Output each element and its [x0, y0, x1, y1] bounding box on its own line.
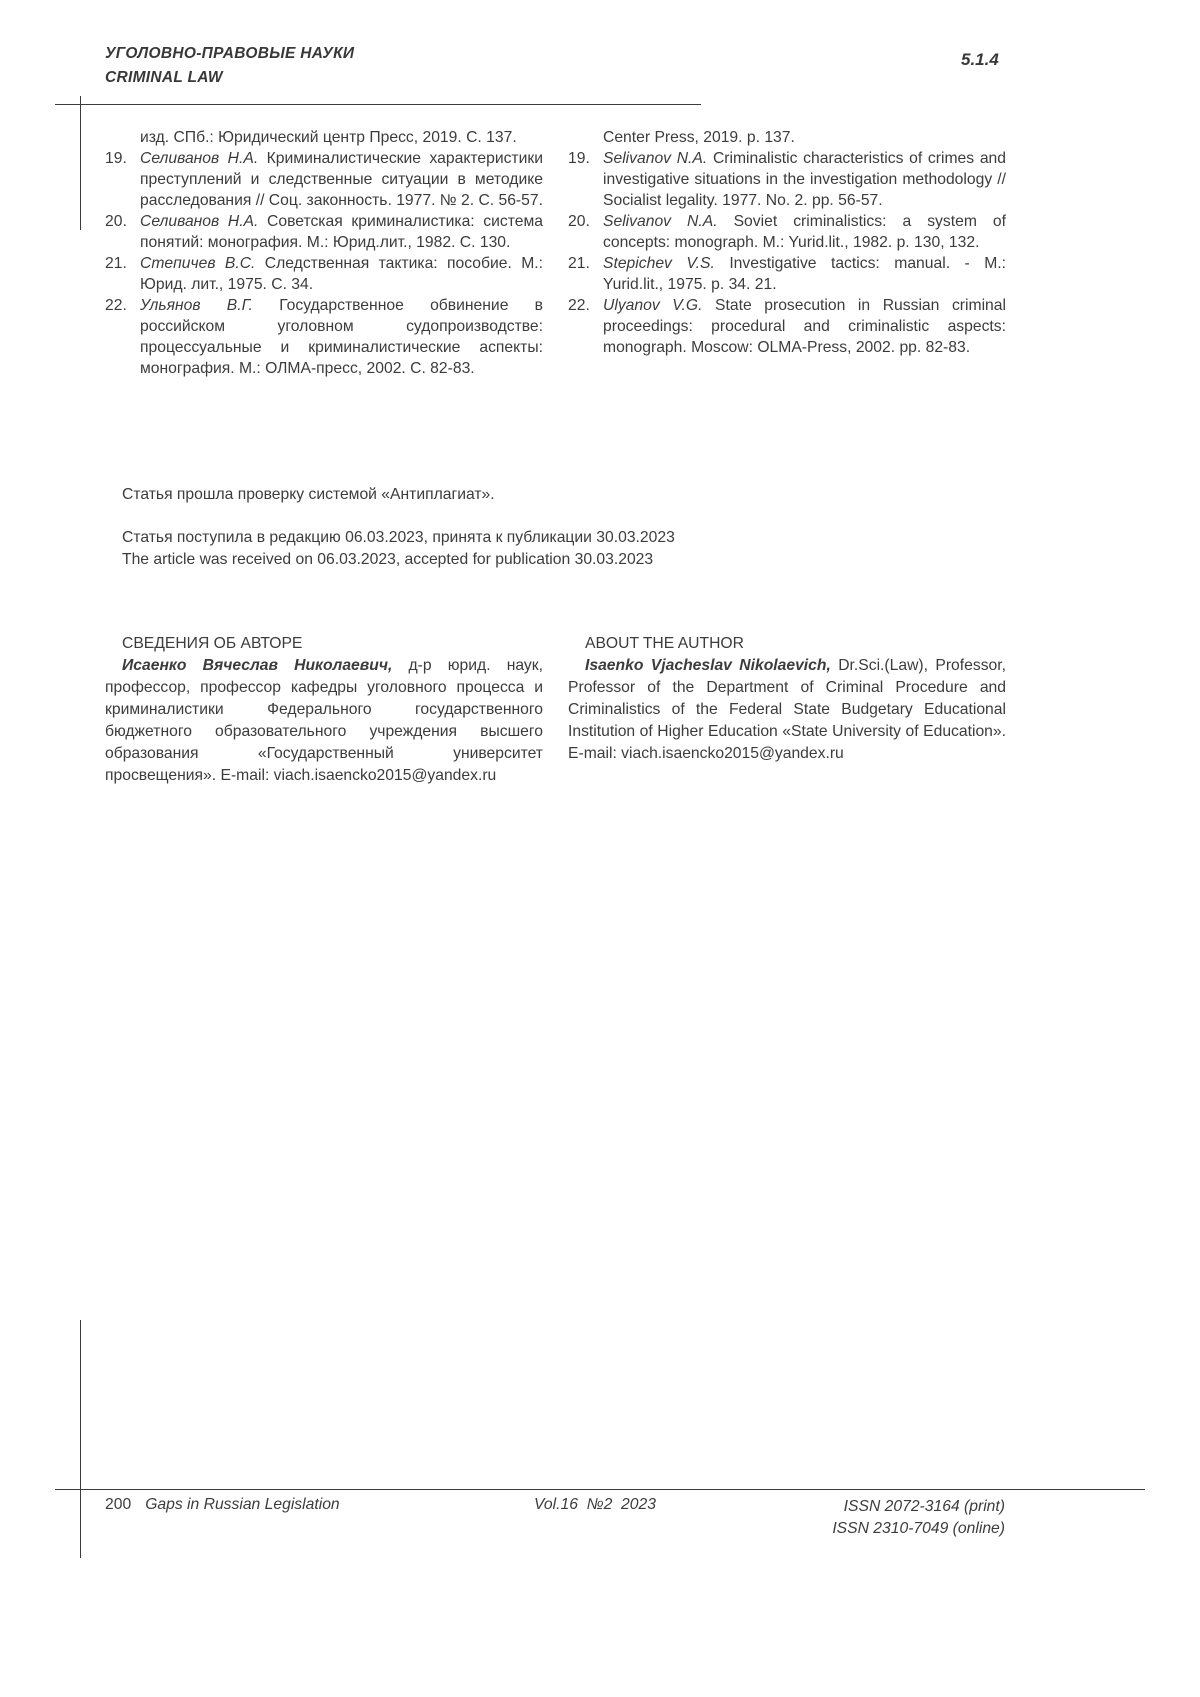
reference-number: 21.	[105, 255, 127, 272]
reference-body: Криминалистические характеристики преступлений и следственные ситуации в методике расследования // Соц. законность. 1977. № 2. С. 56-57.	[140, 150, 543, 209]
page-number: 200	[105, 1496, 132, 1513]
footer-rule	[55, 1489, 1145, 1490]
about-author-section	[105, 633, 1006, 787]
reference-text	[603, 295, 1006, 358]
reference-number	[568, 127, 603, 148]
reference-text	[140, 127, 543, 148]
reference-text	[603, 211, 1006, 253]
author-bio-text-en: Dr.Sci.(Law), Professor, Professor of the Department of Criminal Procedure and Criminalistics of the Federal State Budgetary Educational Institution of Higher Education «State University of Education». E-mail: viach.isaencko2015@yandex.ru	[568, 657, 1006, 762]
reference-author: Ульянов В.Г.	[140, 297, 253, 314]
about-author-en	[568, 633, 1006, 787]
issn-online: ISSN 2310-7049 (online)	[832, 1520, 1005, 1537]
received-dates	[105, 527, 1005, 571]
reference-item	[568, 211, 1006, 253]
received-date-en: The article was received on 06.03.2023, accepted for publication 30.03.2023	[122, 551, 654, 568]
section-title-en: CRIMINAL LAW	[105, 69, 223, 86]
received-date-ru: Статья поступила в редакцию 06.03.2023, принята к публикации 30.03.2023	[122, 529, 675, 546]
reference-author: Selivanov N.A.	[603, 150, 708, 167]
header-rule	[55, 104, 701, 105]
reference-author: Селиванов Н.А.	[140, 213, 259, 230]
author-name-en: Isaenko Vjacheslav Nikolaevich,	[585, 657, 831, 674]
header	[105, 42, 354, 90]
references-column-en	[568, 127, 1006, 379]
reference-body: Investigative tactics: manual. - M.: Yurid.lit., 1975. p. 34. 21.	[603, 255, 1006, 293]
reference-item	[105, 253, 543, 295]
about-author-heading-ru: СВЕДЕНИЯ ОБ АВТОРЕ	[122, 635, 303, 652]
reference-item	[568, 127, 1006, 148]
author-bio-text-ru: д-р юрид. наук, профессор, профессор кафедры уголовного процесса и криминалистики Федерального государственного бюджетного образовательного учреждения высшего образования «Государственный университет просвещения». E-mail: viach.isaencko2015@yandex.ru	[105, 657, 543, 784]
reference-number: 19.	[568, 150, 590, 167]
reference-text	[140, 253, 543, 295]
reference-text	[603, 148, 1006, 211]
reference-body: State prosecution in Russian criminal proceedings: procedural and criminalistic aspects: monograph. Moscow: OLMA-Press, 2002. pp. 82-83.	[603, 297, 1006, 356]
author-bio-ru	[105, 655, 543, 787]
reference-body: Государственное обвинение в российском уголовном судопроизводстве: процессуальные и криминалистические аспекты: монография. М.: ОЛМА-пресс, 2002. С. 82-83.	[140, 297, 544, 377]
reference-number: 22.	[568, 297, 590, 314]
author-bio-en	[568, 655, 1006, 765]
reference-number: 22.	[105, 297, 127, 314]
reference-body: Советская криминалистика: система понятий: монография. М.: Юрид.лит., 1982. С. 130.	[140, 213, 543, 251]
reference-number: 19.	[105, 150, 127, 167]
journal-title: Gaps in Russian Legislation	[145, 1496, 340, 1513]
antiplagiarism-note: Статья прошла проверку системой «Антиплагиат».	[122, 486, 495, 503]
reference-author: Степичев В.С.	[140, 255, 256, 272]
reference-body: Center Press, 2019. p. 137.	[603, 129, 795, 146]
reference-author: Ulyanov V.G.	[603, 297, 703, 314]
reference-body: изд. СПб.: Юридический центр Пресс, 2019. С. 137.	[140, 129, 517, 146]
reference-author: Selivanov N.A.	[603, 213, 718, 230]
reference-number: 21.	[568, 255, 590, 272]
reference-item	[105, 148, 543, 211]
reference-body: Soviet criminalistics: a system of concepts: monograph. M.: Yurid.lit., 1982. p. 130, 132.	[603, 213, 1006, 251]
reference-item	[568, 253, 1006, 295]
reference-text	[603, 127, 1006, 148]
author-name-ru: Исаенко Вячеслав Николаевич,	[122, 657, 393, 674]
reference-text	[140, 295, 543, 379]
reference-body: Criminalistic characteristics of crimes and investigative situations in the investigation methodology // Socialist legality. 1977. No. 2. pp. 56-57.	[603, 150, 1006, 209]
reference-text	[603, 253, 1006, 295]
about-author-ru	[105, 633, 543, 787]
margin-rule-bottom	[80, 1320, 81, 1558]
volume-issue: Vol.16 №2 2023	[534, 1496, 656, 1513]
reference-item	[105, 211, 543, 253]
reference-number: 20.	[568, 213, 590, 230]
specialty-code: 5.1.4	[961, 50, 999, 69]
references-column-ru	[105, 127, 543, 379]
references-section	[105, 127, 1006, 379]
issn-print: ISSN 2072-3164 (print)	[843, 1498, 1005, 1515]
reference-number: 20.	[105, 213, 127, 230]
margin-rule-top	[80, 96, 81, 230]
reference-item	[105, 295, 543, 379]
reference-item	[568, 295, 1006, 358]
reference-author: Селиванов Н.А.	[140, 150, 259, 167]
reference-item	[568, 148, 1006, 211]
reference-author: Stepichev V.S.	[603, 255, 715, 272]
reference-body: Следственная тактика: пособие. М.: Юрид. лит., 1975. С. 34.	[140, 255, 543, 293]
reference-text	[140, 148, 543, 211]
footer-issn	[605, 1496, 1005, 1540]
about-author-heading-en: ABOUT THE AUTHOR	[585, 635, 744, 652]
reference-text	[140, 211, 543, 253]
reference-number	[105, 127, 140, 148]
reference-item	[105, 127, 543, 148]
section-title-ru: УГОЛОВНО-ПРАВОВЫЕ НАУКИ	[105, 45, 355, 62]
